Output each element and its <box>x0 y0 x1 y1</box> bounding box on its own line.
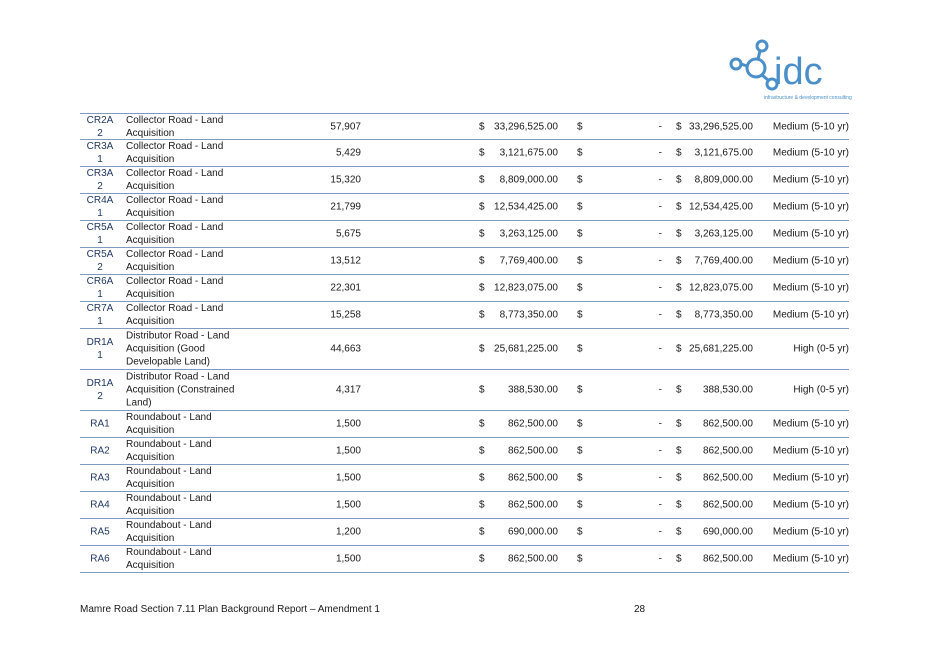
cell-v2: - <box>658 201 662 213</box>
cell-s1: $ <box>479 201 485 213</box>
cell-id: DR1A 1 <box>86 337 114 361</box>
cell-priority: Medium (5-10 yr) <box>772 282 849 294</box>
idc-logo-icon <box>728 38 853 104</box>
cell-priority: Medium (5-10 yr) <box>772 121 849 132</box>
cell-s3: $ <box>676 282 682 294</box>
table-row <box>80 370 849 411</box>
cell-s3: $ <box>676 384 682 396</box>
cell-v1: 862,500.00 <box>507 553 558 565</box>
cell-id: DR1A 2 <box>86 378 114 402</box>
cell-s2: $ <box>577 553 583 565</box>
table-row <box>80 248 849 275</box>
cell-id: RA4 <box>90 499 110 511</box>
cell-s3: $ <box>676 472 682 484</box>
cell-s1: $ <box>479 472 485 484</box>
cell-v3: 388,530.00 <box>702 384 753 396</box>
table-row <box>80 519 849 546</box>
cell-desc: Distributor Road - Land Acquisition (Good Developable Land) <box>126 330 230 368</box>
cell-v3: 8,773,350.00 <box>694 309 753 321</box>
cell-v2: - <box>658 174 662 186</box>
cell-id: RA1 <box>90 418 110 430</box>
cell-v2: - <box>658 255 662 267</box>
cell-s3: $ <box>676 526 682 538</box>
cell-priority: Medium (5-10 yr) <box>772 174 849 186</box>
cell-priority: Medium (5-10 yr) <box>772 201 849 213</box>
cell-s1: $ <box>479 121 485 132</box>
cell-v2: - <box>658 343 662 355</box>
cell-priority: High (0-5 yr) <box>793 384 849 396</box>
cell-s3: $ <box>676 499 682 511</box>
cell-v2: - <box>658 121 662 132</box>
cell-s2: $ <box>577 174 583 186</box>
cell-priority: Medium (5-10 yr) <box>772 228 849 240</box>
cell-v3: 12,534,425.00 <box>689 201 753 213</box>
cell-v3: 690,000.00 <box>702 526 753 538</box>
cell-priority: Medium (5-10 yr) <box>772 472 849 484</box>
cell-v2: - <box>658 147 662 159</box>
cell-area: 5,429 <box>335 147 361 159</box>
cell-id: RA5 <box>90 526 110 538</box>
cell-v1: 690,000.00 <box>507 526 558 538</box>
cell-v2: - <box>658 384 662 396</box>
cell-desc: Roundabout - Land Acquisition <box>126 493 212 517</box>
cell-id: CR3A 1 <box>86 141 114 165</box>
cell-s1: $ <box>479 228 485 240</box>
logo-wordmark: idc <box>774 51 823 93</box>
cell-desc: Collector Road - Land Acquisition <box>126 141 224 165</box>
cell-s2: $ <box>577 499 583 511</box>
cell-priority: Medium (5-10 yr) <box>772 499 849 511</box>
cell-id: RA6 <box>90 553 110 565</box>
cell-area: 1,500 <box>335 499 361 511</box>
table-row <box>80 492 849 519</box>
page-number: 28 <box>634 604 646 615</box>
cell-priority: Medium (5-10 yr) <box>772 309 849 321</box>
cell-area: 1,500 <box>335 472 361 484</box>
cell-s1: $ <box>479 174 485 186</box>
cell-id: CR5A 2 <box>86 249 114 273</box>
cell-s1: $ <box>479 282 485 294</box>
cell-v2: - <box>658 418 662 430</box>
cell-s2: $ <box>577 309 583 321</box>
cell-v1: 862,500.00 <box>507 418 558 430</box>
cell-priority: High (0-5 yr) <box>793 343 849 355</box>
cell-s1: $ <box>479 445 485 457</box>
cell-v3: 7,769,400.00 <box>694 255 753 267</box>
logo-tagline: infrastructure & development consulting <box>764 95 852 101</box>
cell-area: 1,500 <box>335 445 361 457</box>
table-row <box>80 465 849 492</box>
cell-s1: $ <box>479 309 485 321</box>
table-row <box>80 140 849 167</box>
cell-s3: $ <box>676 418 682 430</box>
cell-desc: Roundabout - Land Acquisition <box>126 412 212 436</box>
cell-s3: $ <box>676 201 682 213</box>
table-row <box>80 546 849 573</box>
cell-v2: - <box>658 445 662 457</box>
cell-id: CR2A 2 <box>86 114 114 139</box>
cell-s3: $ <box>676 228 682 240</box>
cell-area: 15,258 <box>330 309 361 321</box>
cell-v1: 7,769,400.00 <box>499 255 558 267</box>
cell-area: 1,500 <box>335 553 361 565</box>
cell-desc: Collector Road - Land Acquisition <box>126 195 224 219</box>
cell-priority: Medium (5-10 yr) <box>772 255 849 267</box>
cell-v3: 12,823,075.00 <box>689 282 753 294</box>
cell-priority: Medium (5-10 yr) <box>772 553 849 565</box>
cell-desc: Collector Road - Land Acquisition <box>126 276 224 300</box>
cell-s2: $ <box>577 418 583 430</box>
footer-title: Mamre Road Section 7.11 Plan Background Report – Amendment 1 <box>80 604 380 615</box>
table-row <box>80 329 849 370</box>
cell-s1: $ <box>479 147 485 159</box>
cell-s3: $ <box>676 309 682 321</box>
cell-area: 5,675 <box>335 228 361 240</box>
cell-desc: Roundabout - Land Acquisition <box>126 520 212 544</box>
table-row <box>80 438 849 465</box>
cell-v1: 388,530.00 <box>507 384 558 396</box>
cell-area: 1,200 <box>335 526 361 538</box>
cell-v3: 3,263,125.00 <box>694 228 753 240</box>
cell-priority: Medium (5-10 yr) <box>772 445 849 457</box>
cell-v3: 862,500.00 <box>702 472 753 484</box>
cell-area: 15,320 <box>330 174 361 186</box>
cell-s2: $ <box>577 228 583 240</box>
cell-v1: 25,681,225.00 <box>494 343 558 355</box>
cell-id: RA3 <box>90 472 110 484</box>
cell-v1: 3,121,675.00 <box>499 147 558 159</box>
cell-s3: $ <box>676 147 682 159</box>
cell-area: 21,799 <box>330 201 361 213</box>
cell-v2: - <box>658 309 662 321</box>
cell-area: 22,301 <box>330 282 361 294</box>
cell-s1: $ <box>479 418 485 430</box>
cell-v1: 12,534,425.00 <box>494 201 558 213</box>
cell-v1: 3,263,125.00 <box>499 228 558 240</box>
cell-desc: Roundabout - Land Acquisition <box>126 466 212 490</box>
cell-s2: $ <box>577 343 583 355</box>
cell-desc: Collector Road - Land Acquisition <box>126 303 224 327</box>
cell-v2: - <box>658 228 662 240</box>
cell-id: CR6A 1 <box>86 276 114 300</box>
table-row <box>80 275 849 302</box>
table-row <box>80 194 849 221</box>
cell-priority: Medium (5-10 yr) <box>772 147 849 159</box>
cell-s3: $ <box>676 255 682 267</box>
cell-s2: $ <box>577 472 583 484</box>
cell-s3: $ <box>676 445 682 457</box>
cell-s3: $ <box>676 343 682 355</box>
cell-desc: Collector Road - Land Acquisition <box>126 249 224 273</box>
cell-area: 13,512 <box>330 255 361 267</box>
infrastructure-cost-table <box>80 113 849 573</box>
table-row <box>80 221 849 248</box>
cell-id: CR5A 1 <box>86 222 114 246</box>
cell-s2: $ <box>577 282 583 294</box>
cell-id: RA2 <box>90 445 110 457</box>
cell-s3: $ <box>676 553 682 565</box>
cell-v1: 8,773,350.00 <box>499 309 558 321</box>
table-row <box>80 302 849 329</box>
cell-s2: $ <box>577 147 583 159</box>
cell-desc: Distributor Road - Land Acquisition (Constrained Land) <box>126 371 235 409</box>
cell-v3: 25,681,225.00 <box>689 343 753 355</box>
cell-v1: 862,500.00 <box>507 445 558 457</box>
cell-v2: - <box>658 282 662 294</box>
cell-v2: - <box>658 499 662 511</box>
cell-s3: $ <box>676 174 682 186</box>
cell-s2: $ <box>577 445 583 457</box>
cell-s2: $ <box>577 201 583 213</box>
cell-desc: Collector Road - Land Acquisition <box>126 222 224 246</box>
cell-v3: 862,500.00 <box>702 499 753 511</box>
cell-id: CR4A 1 <box>86 195 114 219</box>
cell-area: 4,317 <box>335 384 361 396</box>
idc-logo <box>728 38 853 104</box>
cell-v3: 33,296,525.00 <box>689 121 753 132</box>
cell-v3: 8,809,000.00 <box>694 174 753 186</box>
cell-area: 44,663 <box>330 343 361 355</box>
cell-v1: 8,809,000.00 <box>499 174 558 186</box>
cell-s2: $ <box>577 255 583 267</box>
cell-s2: $ <box>577 121 583 132</box>
cell-id: CR3A 2 <box>86 168 114 192</box>
cell-v2: - <box>658 472 662 484</box>
cell-s1: $ <box>479 553 485 565</box>
table-row <box>80 411 849 438</box>
cell-s2: $ <box>577 384 583 396</box>
cell-s1: $ <box>479 526 485 538</box>
cell-area: 1,500 <box>335 418 361 430</box>
cell-s2: $ <box>577 526 583 538</box>
cell-s3: $ <box>676 121 682 132</box>
cell-v3: 862,500.00 <box>702 553 753 565</box>
cell-v2: - <box>658 553 662 565</box>
cell-s1: $ <box>479 384 485 396</box>
cell-desc: Collector Road - Land Acquisition <box>126 114 224 139</box>
cell-v1: 862,500.00 <box>507 499 558 511</box>
table-row <box>80 167 849 194</box>
table-row <box>80 113 849 140</box>
cell-priority: Medium (5-10 yr) <box>772 526 849 538</box>
cell-s1: $ <box>479 255 485 267</box>
cell-v1: 33,296,525.00 <box>494 121 558 132</box>
cell-id: CR7A 1 <box>86 303 114 327</box>
cell-desc: Roundabout - Land Acquisition <box>126 547 212 571</box>
cell-v1: 862,500.00 <box>507 472 558 484</box>
cell-s1: $ <box>479 343 485 355</box>
cell-desc: Collector Road - Land Acquisition <box>126 168 224 192</box>
cell-v3: 3,121,675.00 <box>694 147 753 159</box>
cell-v3: 862,500.00 <box>702 445 753 457</box>
cell-priority: Medium (5-10 yr) <box>772 418 849 430</box>
cell-desc: Roundabout - Land Acquisition <box>126 439 212 463</box>
cell-s1: $ <box>479 499 485 511</box>
cell-v3: 862,500.00 <box>702 418 753 430</box>
cell-area: 57,907 <box>330 121 361 132</box>
cell-v1: 12,823,075.00 <box>494 282 558 294</box>
cell-v2: - <box>658 526 662 538</box>
